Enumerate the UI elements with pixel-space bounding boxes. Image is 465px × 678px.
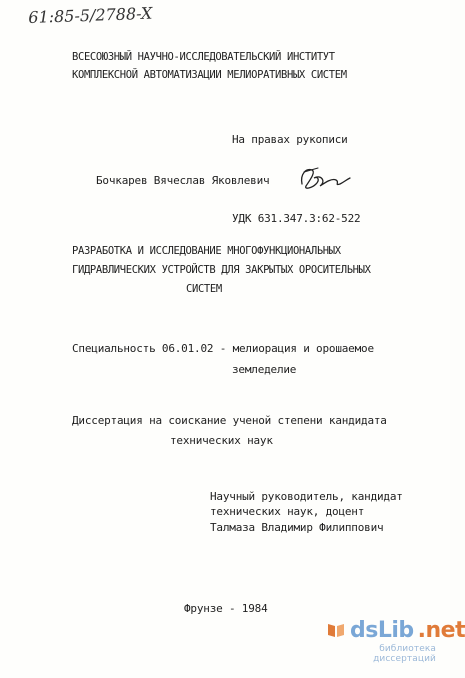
dissertation-line-1: Диссертация на соискание ученой степени кандидата — [72, 414, 387, 427]
title-line-2: ГИДРАВЛИЧЕСКИХ УСТРОЙСТВ ДЛЯ ЗАКРЫТЫХ ОРОСИТЕЛЬНЫХ — [72, 264, 371, 276]
institute-line-1: ВСЕСОЮЗНЫЙ НАУЧНО-ИССЛЕДОВАТЕЛЬСКИЙ ИНСТИТУТ — [72, 51, 335, 63]
city-year: Фрунзе - 1984 — [184, 602, 268, 615]
logo-subtitle: библиотека диссертаций — [373, 644, 436, 664]
supervisor-line-1: Научный руководитель, кандидат — [210, 490, 403, 503]
title-line-3: СИСТЕМ — [186, 283, 222, 295]
institute-line-2: КОМПЛЕКСНОЙ АВТОМАТИЗАЦИИ МЕЛИОРАТИВНЫХ СИСТЕМ — [72, 69, 347, 81]
manuscript-rights: На правах рукописи — [232, 133, 348, 146]
supervisor-line-3: Талмаза Владимир Филиппович — [210, 521, 384, 534]
logo-main-text: dsLib — [350, 617, 414, 643]
specialty-line-1: Специальность 06.01.02 - мелиорация и орошаемое — [72, 342, 374, 355]
dissertation-line-2: технических наук — [170, 434, 273, 447]
supervisor-line-2: технических наук, доцент — [210, 505, 365, 518]
dslib-watermark — [326, 617, 465, 665]
title-line-1: РАЗРАБОТКА И ИССЛЕДОВАНИЕ МНОГОФУНКЦИОНАЛЬНЫХ — [72, 245, 341, 257]
archive-number-handwritten: 61:85-5/2788-X — [28, 3, 153, 27]
author-name: Бочкарев Вячеслав Яковлевич — [96, 174, 270, 187]
logo-domain-text: .net — [417, 617, 465, 643]
book-icon — [326, 621, 346, 639]
author-signature-icon — [296, 164, 352, 194]
udc-code: УДК 631.347.3:62-522 — [232, 212, 361, 225]
specialty-line-2: земледелие — [232, 363, 297, 376]
dslib-logo — [326, 618, 465, 643]
